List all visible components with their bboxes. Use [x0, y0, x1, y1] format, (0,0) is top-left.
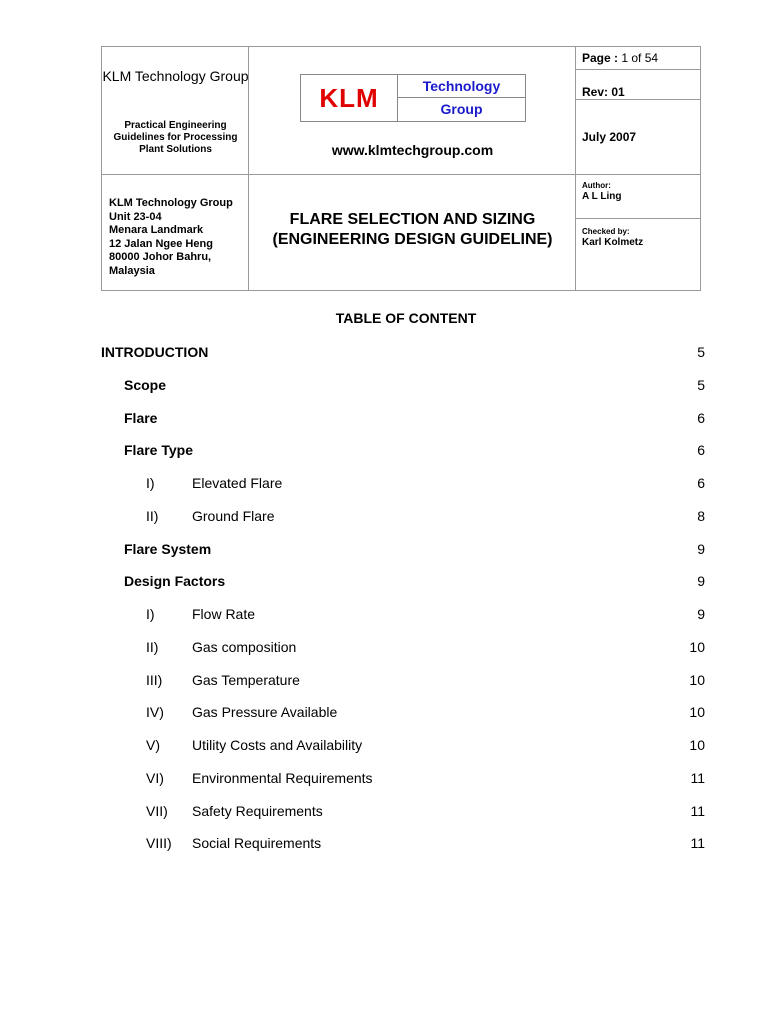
- logo-technology-text: Technology: [398, 75, 525, 98]
- toc-entry-number: VI): [146, 769, 164, 786]
- toc-entry-page: 11: [690, 835, 705, 852]
- toc-entry-number: II): [146, 638, 159, 655]
- toc-entry-number: I): [146, 606, 155, 622]
- toc-entry[interactable]: [0, 704, 768, 724]
- toc-entry-page: 8: [697, 507, 705, 524]
- logo-group-text: Group: [440, 101, 483, 117]
- toc-entry-page: 10: [689, 704, 705, 721]
- toc-entry-label: INTRODUCTION: [101, 344, 209, 360]
- checked-by-label: Checked by:: [582, 227, 630, 236]
- document-title: [249, 210, 576, 250]
- toc-entry[interactable]: [0, 410, 768, 430]
- page-value: 1 of 54: [621, 51, 659, 65]
- company-block: [102, 47, 249, 175]
- toc-entry-label: Safety Requirements: [192, 802, 323, 819]
- toc-entry-label: Scope: [124, 376, 167, 393]
- toc-entry-page: 11: [690, 769, 705, 786]
- klm-logo: [300, 74, 526, 122]
- toc-entry-label: Gas composition: [192, 638, 297, 655]
- page-number: [582, 51, 706, 65]
- issue-date: July 2007: [582, 130, 637, 144]
- toc-entry-page: 9: [697, 606, 705, 622]
- toc-entry[interactable]: [0, 573, 768, 593]
- toc-entry-page: 10: [689, 737, 705, 753]
- toc-entry-page: 6: [697, 409, 705, 426]
- toc-entry-label: Flare Type: [124, 442, 193, 459]
- toc-entry[interactable]: [0, 344, 768, 364]
- toc-entry[interactable]: [0, 737, 768, 757]
- toc-entry-number: VIII): [146, 835, 172, 852]
- logo-block: [249, 47, 576, 175]
- toc-entry[interactable]: [0, 508, 768, 528]
- title-line: (ENGINEERING DESIGN GUIDELINE): [272, 231, 553, 248]
- toc-entry-label: Environmental Requirements: [192, 769, 373, 786]
- toc-entry-label: Gas Pressure Available: [192, 704, 338, 721]
- address-line: Malaysia: [109, 264, 155, 277]
- toc-entry[interactable]: [0, 835, 768, 855]
- toc-entry-page: 11: [690, 802, 705, 819]
- toc-entry-number: II): [146, 507, 159, 524]
- toc-entry-page: 9: [697, 573, 705, 590]
- divider: [575, 69, 700, 70]
- address-line: Menara Landmark: [109, 224, 204, 236]
- toc-entry-number: VII): [146, 802, 168, 819]
- toc-entry-page: 10: [689, 671, 705, 688]
- toc-entry-label: Flow Rate: [192, 606, 256, 622]
- author-label: Author:: [582, 181, 611, 190]
- divider: [575, 218, 700, 219]
- toc-entry-number: III): [146, 671, 163, 688]
- page-label: Page :: [582, 51, 619, 65]
- toc-entry[interactable]: [0, 639, 768, 659]
- document-header: [101, 46, 701, 291]
- toc-entry-page: 5: [697, 376, 705, 393]
- toc-entry-number: I): [146, 475, 155, 491]
- toc-entry-label: Social Requirements: [192, 835, 322, 852]
- toc-entry-label: Gas Temperature: [192, 671, 300, 688]
- toc-title: TABLE OF CONTENT: [335, 310, 477, 326]
- toc-entry-page: 6: [697, 475, 705, 491]
- toc-entry-page: 10: [689, 638, 705, 655]
- company-name: KLM Technology Group: [102, 68, 249, 84]
- toc-entry-label: Elevated Flare: [192, 475, 283, 491]
- address-line: 12 Jalan Ngee Heng: [109, 237, 213, 250]
- toc-entry[interactable]: [0, 475, 768, 495]
- toc-entry[interactable]: [0, 377, 768, 397]
- toc-entry-page: 5: [697, 344, 705, 360]
- toc-entry-label: Utility Costs and Availability: [192, 737, 363, 753]
- checked-by-name: Karl Kolmetz: [582, 237, 644, 248]
- toc-entry-number: IV): [146, 704, 164, 721]
- company-address: [109, 197, 249, 278]
- title-line: FLARE SELECTION AND SIZING: [289, 211, 536, 228]
- address-line: Unit 23-04: [109, 210, 162, 223]
- company-tagline: Practical Engineering Guidelines for Processing Plant Solutions: [113, 120, 238, 155]
- toc-entry[interactable]: [0, 672, 768, 692]
- toc-entry[interactable]: [0, 803, 768, 823]
- toc-entry-label: Ground Flare: [192, 507, 275, 524]
- toc-entry[interactable]: [0, 606, 768, 626]
- toc-entry-number: V): [146, 737, 160, 753]
- website-link[interactable]: www.klmtechgroup.com: [331, 142, 494, 158]
- toc-entry[interactable]: [0, 770, 768, 790]
- author-name: A L Ling: [582, 191, 622, 202]
- divider: [575, 99, 700, 100]
- logo-klm-text: KLM: [301, 75, 398, 121]
- toc-entry-page: 6: [697, 442, 705, 459]
- toc-entry[interactable]: [0, 541, 768, 561]
- toc-entry-label: Flare System: [124, 540, 212, 557]
- toc-entry-label: Flare: [124, 409, 158, 426]
- toc-entry-label: Design Factors: [124, 573, 226, 590]
- address-line: 80000 Johor Bahru,: [109, 251, 212, 263]
- revision: Rev: 01: [582, 85, 625, 99]
- toc-entry-page: 9: [697, 540, 705, 557]
- address-line: KLM Technology Group: [109, 197, 233, 209]
- toc-entry[interactable]: [0, 442, 768, 462]
